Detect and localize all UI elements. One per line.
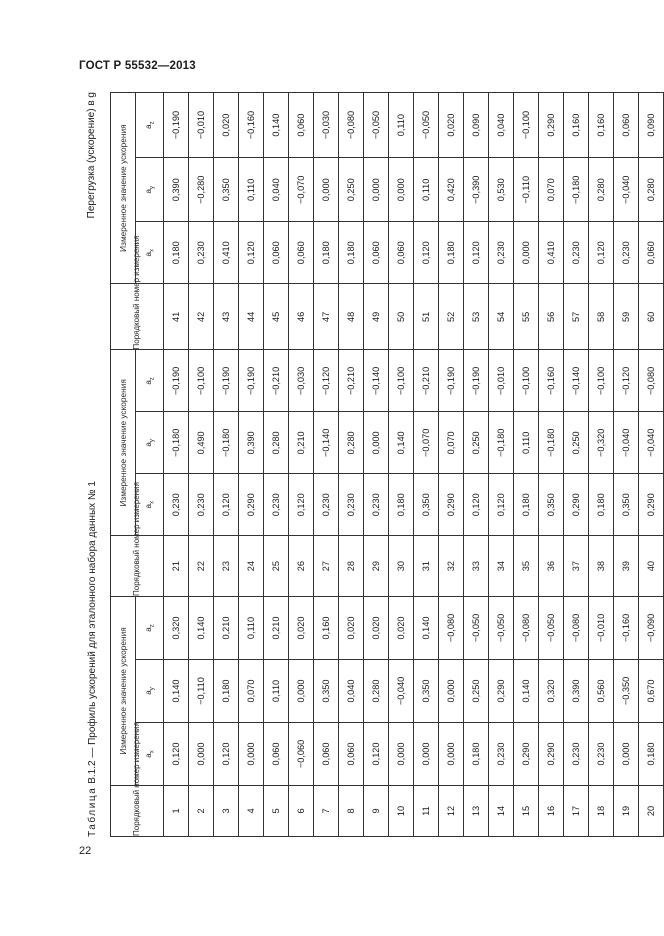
table-cell: 0,060 [314,722,339,785]
table-cell: 0,250 [564,412,589,474]
table-cell: 7 [314,785,339,836]
axis-x-header: $a_x$ [136,474,164,536]
table-cell: 49 [364,284,389,350]
table-cell: 0,090 [464,93,489,158]
table-cell: 0,040 [264,158,289,222]
table-cell: 0,350 [614,474,639,536]
table-cell: −0,030 [289,350,314,412]
table-cell: 0,110 [514,412,539,474]
table-cell: 0,670 [639,659,664,722]
table-row [564,93,589,837]
table-cell: 20 [639,785,664,836]
table-cell: 0,120 [489,474,514,536]
table-cell: 0,230 [164,474,189,536]
table-cell: 0,250 [339,158,364,222]
table-cell: 59 [614,284,639,350]
table-cell: 0,420 [439,158,464,222]
table-cell: −0,040 [639,412,664,474]
table-cell: 0,120 [464,474,489,536]
table-cell: 0,350 [414,659,439,722]
table-cell: 0,000 [389,158,414,222]
table-body [164,93,664,837]
table-cell: 0,180 [589,474,614,536]
table-cell: 0,280 [589,158,614,222]
table-cell: 0,120 [289,474,314,536]
table-cell: 0,290 [439,474,464,536]
table-cell: 46 [289,284,314,350]
table-row [639,93,664,837]
table-cell: 0,020 [389,597,414,660]
table-cell: 0,180 [164,222,189,284]
table-cell: 0,230 [489,722,514,785]
table-cell: 0,110 [389,93,414,158]
table-cell: 0,350 [214,158,239,222]
table-cell: −0,140 [314,412,339,474]
units-label: Перегрузка (ускорение) в g [86,92,97,219]
page-number: 22 [79,845,92,857]
table-cell: −0,050 [539,597,564,660]
table-cell: −0,180 [214,412,239,474]
table-cell: 8 [339,785,364,836]
table-cell: 0,060 [364,222,389,284]
table-cell: 36 [539,536,564,597]
table-cell: 0,180 [314,222,339,284]
table-cell: 0,290 [539,93,564,158]
table-cell: −0,080 [514,597,539,660]
table-cell: −0,040 [614,158,639,222]
table-cell: 10 [389,785,414,836]
table-cell: 9 [364,785,389,836]
table-cell: 0,230 [339,474,364,536]
table-cell: −0,040 [389,659,414,722]
table-cell: 0,060 [264,222,289,284]
table-cell: 0,180 [464,722,489,785]
table-cell: 6 [289,785,314,836]
table-cell: 21 [164,536,189,597]
table-cell: 16 [539,785,564,836]
table-cell: 0,000 [239,722,264,785]
table-cell: 60 [639,284,664,350]
table-cell: 11 [414,785,439,836]
table-cell: −0,110 [514,158,539,222]
table-cell: 1 [164,785,189,836]
table-cell: 0,120 [589,222,614,284]
table-cell: 0,110 [264,659,289,722]
table-cell: 0,020 [339,597,364,660]
axis-z-header: $a_z$ [136,597,164,660]
table-cell: −0,010 [589,597,614,660]
table-row [439,93,464,837]
table-cell: −0,050 [489,597,514,660]
table-cell: −0,210 [414,350,439,412]
table-cell: 0,070 [239,659,264,722]
table-cell: 13 [464,785,489,836]
table-cell: 0,090 [639,93,664,158]
table-cell: 37 [564,536,589,597]
table-cell: 32 [439,536,464,597]
table-cell: 0,020 [289,597,314,660]
table-cell: −0,080 [339,93,364,158]
table-cell: 0,180 [514,474,539,536]
table-cell: −0,050 [364,93,389,158]
table-cell: 0,290 [639,474,664,536]
table-cell: 55 [514,284,539,350]
table-cell: 0,560 [589,659,614,722]
table-cell: 0,230 [564,722,589,785]
table-cell: 5 [264,785,289,836]
table-cell: −0,100 [514,350,539,412]
table-cell: −0,350 [614,659,639,722]
table-cell: 0,210 [264,597,289,660]
table-cell: 0,280 [264,412,289,474]
document-code: ГОСТ Р 55532—2013 [79,60,196,72]
table-cell: 0,230 [614,222,639,284]
order-header-3: Порядковый номер измерения [111,284,164,350]
table-cell: 0,350 [314,659,339,722]
table-cell: 0,160 [314,597,339,660]
table-cell: 0,060 [639,222,664,284]
table-cell: 31 [414,536,439,597]
table-cell: 0,060 [264,722,289,785]
table-cell: 0,180 [439,222,464,284]
table-row [289,93,314,837]
table-cell: 0,290 [564,474,589,536]
header-row-group [111,93,136,837]
axis-x-header: $a_x$ [136,722,164,785]
table-cell: 39 [614,536,639,597]
table-cell: 0,020 [364,597,389,660]
table-cell: 33 [464,536,489,597]
table-row [539,93,564,837]
table-cell: −0,160 [539,350,564,412]
axis-z-header: $a_z$ [136,93,164,158]
table-cell: 0,000 [314,158,339,222]
table-cell: 56 [539,284,564,350]
axis-y-header: $a_y$ [136,158,164,222]
table-cell: 0,160 [589,93,614,158]
table-cell: 0,290 [239,474,264,536]
order-header-2: Порядковый номер измерения [111,536,164,597]
table-cell: −0,100 [589,350,614,412]
table-cell: −0,320 [589,412,614,474]
table-cell: 34 [489,536,514,597]
table-cell: 0,110 [239,597,264,660]
table-cell: 0,230 [314,474,339,536]
table-cell: −0,190 [439,350,464,412]
table-cell: −0,210 [264,350,289,412]
table-cell: −0,060 [289,722,314,785]
axis-z-header: $a_z$ [136,350,164,412]
table-cell: 43 [214,284,239,350]
table-cell: −0,120 [314,350,339,412]
table-cell: −0,190 [164,350,189,412]
table-cell: −0,390 [464,158,489,222]
table-cell: 0,120 [164,722,189,785]
table-cell: 18 [589,785,614,836]
table-cell: 0,250 [464,412,489,474]
table-cell: 0,250 [464,659,489,722]
table-cell: 0,070 [439,412,464,474]
table-row [339,93,364,837]
table-cell: 0,230 [489,222,514,284]
table-cell: 0,290 [514,722,539,785]
table-cell: −0,010 [189,93,214,158]
table-row [314,93,339,837]
table-cell: −0,100 [389,350,414,412]
table-row [264,93,289,837]
table-cell: 0,140 [389,412,414,474]
table-cell: 0,000 [289,659,314,722]
table-cell: 23 [214,536,239,597]
table-cell: 0,530 [489,158,514,222]
table-cell: 0,390 [239,412,264,474]
table-row [614,93,639,837]
table-cell: 0,230 [189,474,214,536]
table-cell: −0,190 [214,350,239,412]
table-cell: 0,290 [489,659,514,722]
table-cell: 0,230 [564,222,589,284]
table-cell: 17 [564,785,589,836]
table-cell: 0,120 [364,722,389,785]
table-cell: 0,320 [539,659,564,722]
table-cell: 0,120 [214,474,239,536]
axis-y-header: $a_y$ [136,659,164,722]
table-cell: −0,080 [564,597,589,660]
table-cell: 57 [564,284,589,350]
table-cell: 42 [189,284,214,350]
table-cell: 0,180 [639,722,664,785]
table-row [489,93,514,837]
table-row [589,93,614,837]
table-cell: 0,020 [214,93,239,158]
order-header-1: Порядковый номер измерения [111,785,164,836]
table-cell: 0,040 [339,659,364,722]
table-cell: 22 [189,536,214,597]
acceleration-table [110,92,664,837]
table-row [389,93,414,837]
table-cell: 29 [364,536,389,597]
table-cell: 0,140 [164,659,189,722]
table-cell: 0,110 [414,158,439,222]
table-row [414,93,439,837]
table-cell: 0,140 [189,597,214,660]
table-cell: 0,000 [439,722,464,785]
table-cell: 44 [239,284,264,350]
table-cell: −0,190 [464,350,489,412]
table-cell: 0,350 [539,474,564,536]
table-cell: 0,180 [339,222,364,284]
table-cell: 0,390 [164,158,189,222]
table-cell: 54 [489,284,514,350]
table-cell: −0,070 [289,158,314,222]
table-cell: 0,230 [589,722,614,785]
table-cell: 0,060 [289,222,314,284]
table-cell: 0,000 [364,412,389,474]
table-cell: 14 [489,785,514,836]
axis-x-header: $a_x$ [136,222,164,284]
table-cell: 0,060 [389,222,414,284]
table-cell: −0,160 [614,597,639,660]
table-cell: −0,080 [639,350,664,412]
table-cell: −0,180 [164,412,189,474]
table-cell: 0,140 [514,659,539,722]
table-row [164,93,189,837]
table-cell: 0,210 [214,597,239,660]
table-cell: 0,120 [214,722,239,785]
table-cell: −0,120 [614,350,639,412]
table-cell: 15 [514,785,539,836]
table-cell: −0,030 [314,93,339,158]
table-cell: 52 [439,284,464,350]
table-cell: −0,050 [464,597,489,660]
table-cell: 40 [639,536,664,597]
group-header-1: Измеренное значение ускорения [111,597,136,786]
table-cell: 53 [464,284,489,350]
table-cell: −0,190 [239,350,264,412]
table-cell: 41 [164,284,189,350]
table-cell: −0,110 [189,659,214,722]
table-cell: 0,060 [614,93,639,158]
table-cell: 0,070 [539,158,564,222]
table-cell: 19 [614,785,639,836]
table-cell: 0,350 [414,474,439,536]
table-cell: 27 [314,536,339,597]
table-cell: 48 [339,284,364,350]
table-cell: −0,190 [164,93,189,158]
table-cell: 0,230 [264,474,289,536]
table-cell: 0,140 [414,597,439,660]
table-cell: 0,060 [339,722,364,785]
table-cell: 0,000 [389,722,414,785]
table-cell: −0,180 [564,158,589,222]
caption-text: В.1.2 — Профиль ускорений для эталонного набора данных № 1 [87,481,98,787]
table-cell: 0,230 [189,222,214,284]
table-row [189,93,214,837]
table-cell: 0,180 [214,659,239,722]
group-header-2: Измеренное значение ускорения [111,350,136,536]
table-cell: −0,010 [489,350,514,412]
caption-prefix: Таблица [87,786,98,837]
table-cell: −0,180 [539,412,564,474]
table-cell: 47 [314,284,339,350]
table-cell: 0,290 [539,722,564,785]
table-cell: −0,140 [364,350,389,412]
table-cell: 26 [289,536,314,597]
table-row [214,93,239,837]
table-cell: −0,090 [639,597,664,660]
table-cell: 0,230 [364,474,389,536]
table-cell: −0,210 [339,350,364,412]
table-cell: 0,180 [389,474,414,536]
axis-y-header: $a_y$ [136,412,164,474]
table-cell: 0,490 [189,412,214,474]
table-cell: 0,410 [539,222,564,284]
table-cell: 24 [239,536,264,597]
table-row [464,93,489,837]
table-row [514,93,539,837]
table-cell: 35 [514,536,539,597]
table-cell: 38 [589,536,614,597]
table-cell: 0,000 [514,222,539,284]
table-cell: 0,390 [564,659,589,722]
table-cell: 0,060 [289,93,314,158]
table-cell: −0,160 [239,93,264,158]
table-cell: 0,280 [364,659,389,722]
rotated-table-area [86,92,656,837]
table-cell: −0,280 [189,158,214,222]
table-cell: 0,000 [439,659,464,722]
table-cell: 50 [389,284,414,350]
table-cell: 2 [189,785,214,836]
table-cell: 51 [414,284,439,350]
table-cell: 0,210 [289,412,314,474]
table-caption [86,481,100,837]
table-cell: −0,050 [414,93,439,158]
table-cell: −0,040 [614,412,639,474]
table-cell: 4 [239,785,264,836]
table-cell: 0,020 [439,93,464,158]
table-cell: 0,120 [414,222,439,284]
table-cell: 12 [439,785,464,836]
table-cell: −0,070 [414,412,439,474]
table-cell: 0,110 [239,158,264,222]
table-cell: 0,160 [564,93,589,158]
table-cell: 0,120 [464,222,489,284]
table-cell: 3 [214,785,239,836]
table-row [239,93,264,837]
table-cell: −0,080 [439,597,464,660]
table-cell: −0,100 [514,93,539,158]
table-cell: 45 [264,284,289,350]
table-cell: 0,040 [489,93,514,158]
table-cell: 28 [339,536,364,597]
table-cell: 25 [264,536,289,597]
table-cell: 0,320 [164,597,189,660]
table-cell: −0,180 [489,412,514,474]
table-cell: 0,410 [214,222,239,284]
table-cell: 0,000 [614,722,639,785]
table-cell: 30 [389,536,414,597]
table-row [364,93,389,837]
table-cell: 0,000 [414,722,439,785]
table-cell: 0,000 [364,158,389,222]
table-cell: 58 [589,284,614,350]
table-cell: −0,100 [189,350,214,412]
table-cell: 0,280 [639,158,664,222]
table-cell: 0,000 [189,722,214,785]
table-cell: 0,120 [239,222,264,284]
table-cell: 0,280 [339,412,364,474]
group-header-3: Измеренное значение ускорения [111,93,136,284]
table-cell: 0,140 [264,93,289,158]
table-cell: −0,140 [564,350,589,412]
